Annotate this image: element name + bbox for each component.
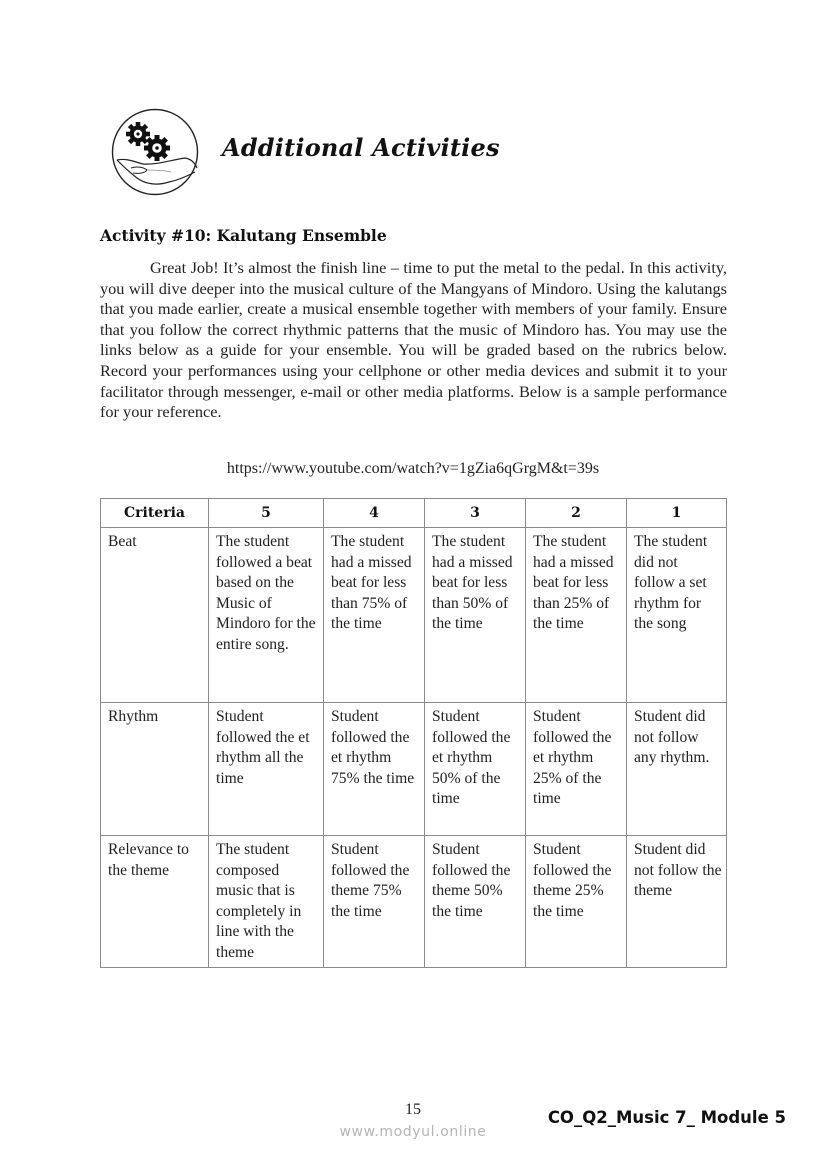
header-criteria: Criteria <box>101 499 209 528</box>
section-title: Additional Activities <box>222 133 500 162</box>
score-2-cell: Student followed the theme 25% the time <box>526 836 627 968</box>
header-score-2: 2 <box>526 499 627 528</box>
score-1-cell: Student did not follow the theme <box>627 836 727 968</box>
header-score-4: 4 <box>324 499 425 528</box>
header-score-3: 3 <box>425 499 526 528</box>
score-4-cell: Student followed the theme 75% the time <box>324 836 425 968</box>
score-3-cell: The student had a missed beat for less than 50% of the time <box>425 528 526 703</box>
score-5-cell: The student followed a beat based on the Music of Mindoro for the entire song. <box>209 528 324 703</box>
score-1-cell: Student did not follow any rhythm. <box>627 703 727 836</box>
page-number: 15 <box>405 1101 421 1118</box>
rubric-table <box>100 498 727 968</box>
rubric-row-relevance <box>101 836 727 968</box>
activity-instructions: Great Job! It’s almost the finish line – time to put the metal to the pedal. In this activity, you will dive deeper into the musical culture of the Mangyans of Mindoro. Using the kalutangs that you made earlier, create a musical ensemble together with members of your family. Ensure that you follow the correct rhythmic patterns that the music of Mindoro has. You may use the links below as a guide for your ensemble. You will be graded based on the rubrics below. Record your performances using your cellphone or other media devices and submit it to your facilitator through messenger, e-mail or other media platforms. Below is a sample performance for your reference. <box>100 258 727 422</box>
score-5-cell: Student followed the et rhythm all the time <box>209 703 324 836</box>
criteria-cell: Rhythm <box>101 703 209 836</box>
module-code: CO_Q2_Music 7_ Module 5 <box>547 1108 786 1127</box>
header-score-5: 5 <box>209 499 324 528</box>
score-4-cell: The student had a missed beat for less than 75% of the time <box>324 528 425 703</box>
criteria-cell: Relevance to the theme <box>101 836 209 968</box>
score-2-cell: Student followed the et rhythm 25% of the time <box>526 703 627 836</box>
criteria-cell: Beat <box>101 528 209 703</box>
score-4-cell: Student followed the et rhythm 75% the time <box>324 703 425 836</box>
reference-link[interactable]: https://www.youtube.com/watch?v=1gZia6qGrgM&t=39s <box>226 460 600 477</box>
score-5-cell: The student composed music that is completely in line with the theme <box>209 836 324 968</box>
activity-title: Activity #10: Kalutang Ensemble <box>100 226 387 245</box>
hand-with-gears-icon <box>111 108 199 196</box>
rubric-header-row <box>101 499 727 528</box>
watermark: www.modyul.online <box>339 1124 487 1140</box>
score-3-cell: Student followed the et rhythm 50% of the time <box>425 703 526 836</box>
score-1-cell: The student did not follow a set rhythm for the song <box>627 528 727 703</box>
rubric-row-beat <box>101 528 727 703</box>
score-2-cell: The student had a missed beat for less than 25% of the time <box>526 528 627 703</box>
score-3-cell: Student followed the theme 50% the time <box>425 836 526 968</box>
header-score-1: 1 <box>627 499 727 528</box>
rubric-row-rhythm <box>101 703 727 836</box>
